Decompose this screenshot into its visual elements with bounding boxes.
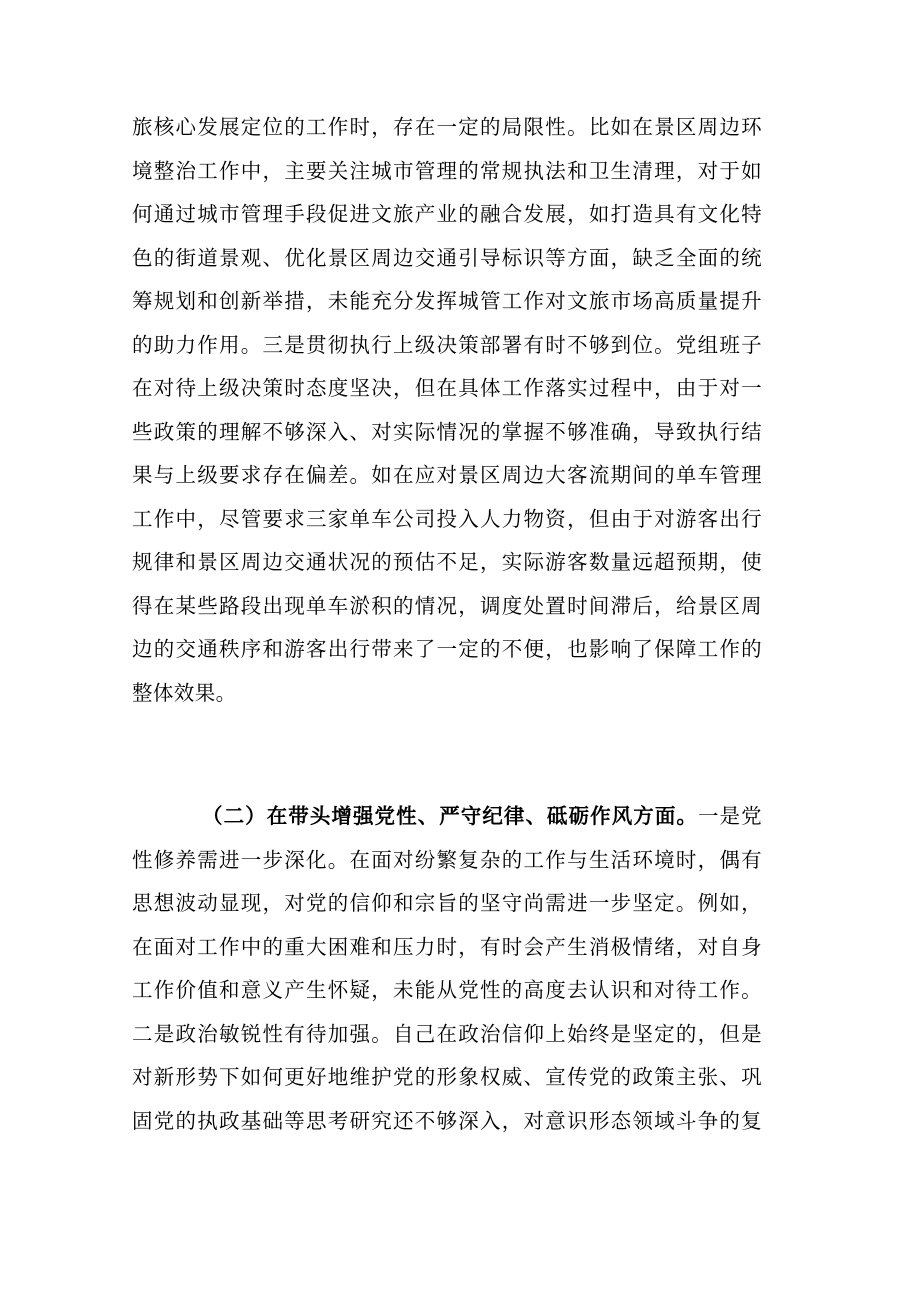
text-line: 的助力作用。三是贯彻执行上级决策部署有时不够到位。党组班子 (132, 332, 762, 357)
text-line: 边的交通秩序和游客出行带来了一定的不便，也影响了保障工作的 (132, 637, 762, 661)
section-heading-line (132, 795, 762, 839)
text-line: 思想波动显现，对党的信仰和宗旨的坚守尚需进一步坚定。例如， (132, 891, 762, 915)
paragraph-continuation (132, 106, 762, 715)
text-line: 工作价值和意义产生怀疑，未能从党性的高度去认识和对待工作。 (132, 978, 762, 1002)
text-line: 对新形势下如何更好地维护党的形象权威、宣传党的政策主张、巩 (132, 1065, 762, 1089)
text-line: 境整治工作中，主要关注城市管理的常规执法和卫生清理，对于如 (132, 158, 762, 183)
text-line: 果与上级要求存在偏差。如在应对景区周边大客流期间的单车管理 (132, 463, 762, 487)
text-line: 得在某些路段出现单车淤积的情况，调度处置时间滞后，给景区周 (132, 593, 762, 618)
section-heading: （二）在带头增强党性、严守纪律、砥砺作风方面。 (202, 804, 698, 828)
heading-line-rest: 一是党 (697, 804, 762, 828)
text-line: 筹规划和创新举措，未能充分发挥城管工作对文旅市场高质量提升 (132, 289, 762, 313)
text-line: 二是政治敏锐性有待加强。自己在政治信仰上始终是坚定的，但是 (132, 1021, 762, 1046)
text-line: 旅核心发展定位的工作时，存在一定的局限性。比如在景区周边环 (132, 115, 762, 139)
paragraph-section-two (132, 795, 762, 1143)
text-line: 性修养需进一步深化。在面对纷繁复杂的工作与生活环境时，偶有 (132, 847, 762, 872)
text-line: 些政策的理解不够深入、对实际情况的掌握不够准确，导致执行结 (132, 419, 762, 444)
text-line: 工作中，尽管要求三家单车公司投入人力物资，但由于对游客出行 (132, 506, 762, 531)
text-line: 在对待上级决策时态度坚决，但在具体工作落实过程中，由于对一 (132, 376, 762, 400)
text-line: 整体效果。 (132, 680, 237, 705)
text-line: 固党的执政基础等思考研究还不够深入，对意识形态领域斗争的复 (132, 1108, 762, 1133)
text-line: 规律和景区周边交通状况的预估不足，实际游客数量远超预期，使 (132, 550, 762, 574)
text-line: 色的街道景观、优化景区周边交通引导标识等方面，缺乏全面的统 (132, 245, 762, 270)
text-line: 何通过城市管理手段促进文旅产业的融合发展，如打造具有文化特 (132, 202, 762, 226)
text-line: 在面对工作中的重大困难和压力时，有时会产生消极情绪，对自身 (132, 934, 762, 959)
